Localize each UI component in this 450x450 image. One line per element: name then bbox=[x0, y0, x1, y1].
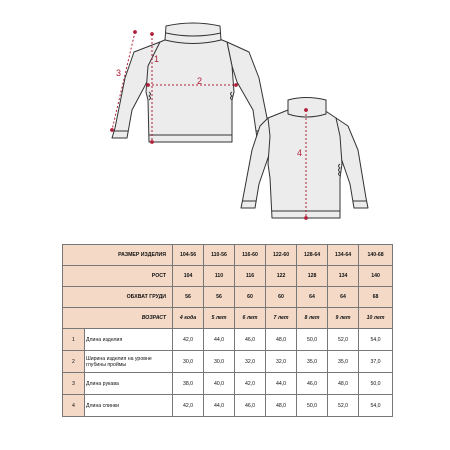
row-name: Длина спинки bbox=[85, 395, 173, 417]
value-cell: 52,0 bbox=[328, 395, 359, 417]
header-label: ОБХВАТ ГРУДИ bbox=[63, 287, 173, 308]
value-cell: 50,0 bbox=[359, 373, 393, 395]
age-cell: 8 лет bbox=[297, 308, 328, 329]
age-cell: 7 лет bbox=[266, 308, 297, 329]
measure-label-4: 4 bbox=[297, 148, 303, 158]
value-cell: 44,0 bbox=[204, 329, 235, 351]
age-cell: 6 лет bbox=[235, 308, 266, 329]
value-cell: 30,0 bbox=[204, 351, 235, 373]
value-cell: 50,0 bbox=[297, 395, 328, 417]
value-cell: 46,0 bbox=[235, 395, 266, 417]
value-cell: 40,0 bbox=[204, 373, 235, 395]
value-cell: 35,0 bbox=[297, 351, 328, 373]
value-cell: 35,0 bbox=[328, 351, 359, 373]
row-number: 2 bbox=[63, 351, 85, 373]
row-number: 3 bbox=[63, 373, 85, 395]
header-label: РАЗМЕР ИЗДЕЛИЯ bbox=[63, 245, 173, 266]
value-cell: 32,0 bbox=[235, 351, 266, 373]
header-row-chest bbox=[63, 287, 393, 308]
height-cell: 110 bbox=[204, 266, 235, 287]
age-cell: 5 лет bbox=[204, 308, 235, 329]
header-label: ВОЗРАСТ bbox=[63, 308, 173, 329]
value-cell: 46,0 bbox=[297, 373, 328, 395]
row-name: Длина изделия bbox=[85, 329, 173, 351]
front-view-turtleneck bbox=[112, 23, 272, 142]
table-row bbox=[63, 373, 393, 395]
value-cell: 48,0 bbox=[328, 373, 359, 395]
size-cell: 140-68 bbox=[359, 245, 393, 266]
size-cell: 116-60 bbox=[235, 245, 266, 266]
chest-cell: 60 bbox=[266, 287, 297, 308]
measure-label-3: 3 bbox=[116, 68, 122, 78]
value-cell: 32,0 bbox=[266, 351, 297, 373]
value-cell: 30,0 bbox=[173, 351, 204, 373]
height-cell: 122 bbox=[266, 266, 297, 287]
chest-cell: 64 bbox=[328, 287, 359, 308]
table-row bbox=[63, 351, 393, 373]
age-cell: 9 лет bbox=[328, 308, 359, 329]
measure-label-1: 1 bbox=[154, 54, 160, 64]
size-cell: 110-56 bbox=[204, 245, 235, 266]
header-row-height bbox=[63, 266, 393, 287]
height-cell: 128 bbox=[297, 266, 328, 287]
value-cell: 44,0 bbox=[204, 395, 235, 417]
height-cell: 104 bbox=[173, 266, 204, 287]
height-cell: 140 bbox=[359, 266, 393, 287]
header-label: РОСТ bbox=[63, 266, 173, 287]
chest-cell: 56 bbox=[173, 287, 204, 308]
height-cell: 116 bbox=[235, 266, 266, 287]
value-cell: 44,0 bbox=[266, 373, 297, 395]
table-row bbox=[63, 395, 393, 417]
row-name: Ширина изделия на уровне глубины проймы bbox=[85, 351, 173, 373]
row-number: 1 bbox=[63, 329, 85, 351]
measure-label-2: 2 bbox=[197, 76, 203, 86]
table-row bbox=[63, 329, 393, 351]
height-cell: 134 bbox=[328, 266, 359, 287]
value-cell: 54,0 bbox=[359, 329, 393, 351]
value-cell: 50,0 bbox=[297, 329, 328, 351]
size-cell: 122-60 bbox=[266, 245, 297, 266]
age-cell: 10 лет bbox=[359, 308, 393, 329]
size-cell: 104-56 bbox=[173, 245, 204, 266]
value-cell: 38,0 bbox=[173, 373, 204, 395]
value-cell: 37,0 bbox=[359, 351, 393, 373]
size-table bbox=[62, 244, 393, 417]
chest-cell: 56 bbox=[204, 287, 235, 308]
chest-cell: 64 bbox=[297, 287, 328, 308]
chest-cell: 60 bbox=[235, 287, 266, 308]
row-number: 4 bbox=[63, 395, 85, 417]
value-cell: 48,0 bbox=[266, 395, 297, 417]
value-cell: 52,0 bbox=[328, 329, 359, 351]
value-cell: 42,0 bbox=[173, 395, 204, 417]
size-cell: 128-64 bbox=[297, 245, 328, 266]
size-cell: 134-64 bbox=[328, 245, 359, 266]
value-cell: 42,0 bbox=[173, 329, 204, 351]
chest-cell: 68 bbox=[359, 287, 393, 308]
value-cell: 54,0 bbox=[359, 395, 393, 417]
header-row-size bbox=[63, 245, 393, 266]
value-cell: 42,0 bbox=[235, 373, 266, 395]
age-cell: 4 года bbox=[173, 308, 204, 329]
value-cell: 46,0 bbox=[235, 329, 266, 351]
row-name: Длина рукава bbox=[85, 373, 173, 395]
value-cell: 48,0 bbox=[266, 329, 297, 351]
header-row-age bbox=[63, 308, 393, 329]
